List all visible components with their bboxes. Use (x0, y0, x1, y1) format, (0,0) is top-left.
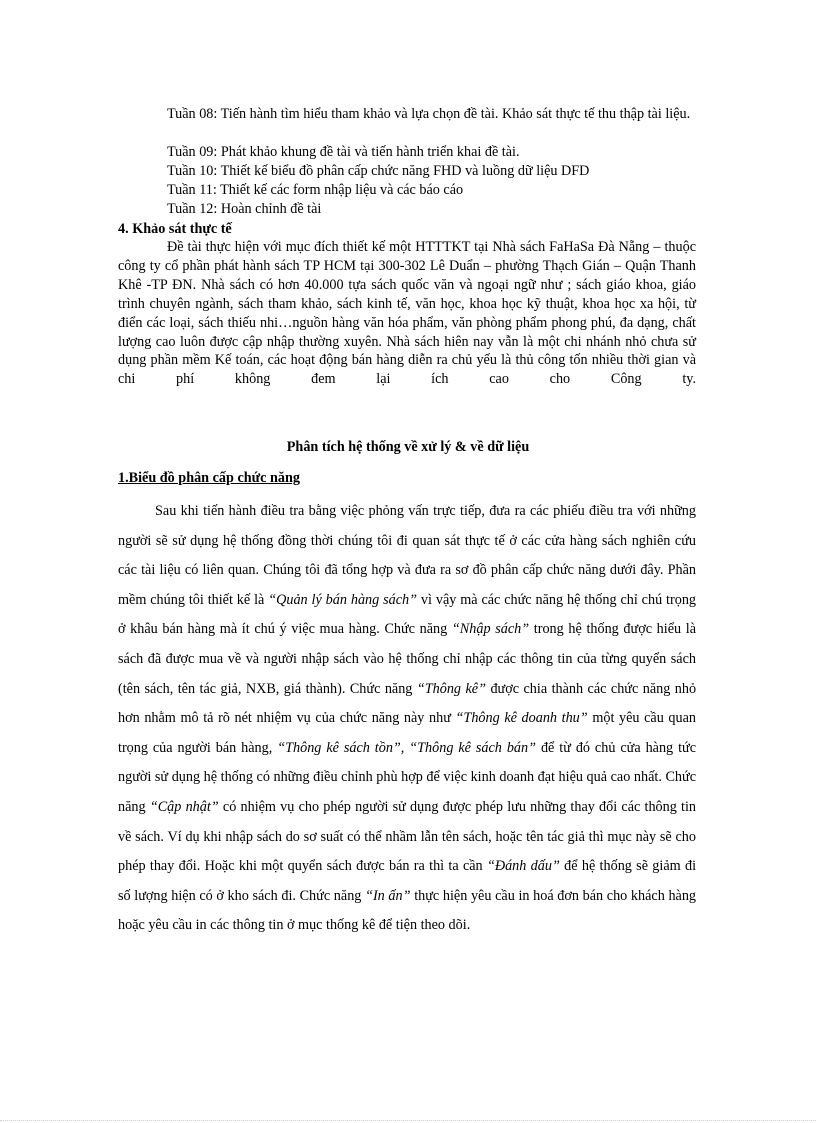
schedule-week-10: Tuần 10: Thiết kế biểu đồ phân cấp chức năng FHD và luồng dữ liệu DFD (167, 163, 590, 179)
fhd-paragraph (118, 497, 696, 941)
quote-nhap-sach: “Nhập sách” (451, 621, 530, 638)
fhd-body (118, 497, 696, 941)
schedule-week-08: Tuần 08: Tiến hành tìm hiểu tham khảo và lựa chọn đề tài. Khảo sát thực tế thu thập tài liệu. (167, 106, 691, 122)
fhd-text-4: được chia thành các chức năng nhỏ hơn nhằm mô tả rõ nét nhiệm vụ của chức năng này như (118, 680, 697, 727)
quote-thong-ke-sach: “Thông kê sách tồn”, “Thông kê sách bán” (277, 739, 536, 756)
fhd-text-9: thực hiện yêu cầu in hoá đơn bán cho khách hàng hoặc yêu cầu in các thông tin ở mục thống kê để tiện theo dõi. (118, 887, 697, 934)
page-bottom-rule (0, 1120, 816, 1121)
fhd-text-2: vì vậy mà các chức năng hệ thống chỉ chú trọng ở khâu bán hàng mà ít chú ý việc mua hàng. Chức năng (118, 591, 697, 638)
quote-in-an: “In ấn” (365, 887, 411, 904)
quote-thong-ke-doanh-thu: “Thông kê doanh thu” (455, 710, 588, 727)
quote-thong-ke: “Thông kê” (416, 680, 486, 697)
fhd-text-6: để từ đó chủ cửa hàng tức người sử dụng hệ thống có những điều chỉnh phù hợp để việc kinh doanh đạt hiệu quả cao nhất. Chức năng (118, 739, 697, 815)
survey-paragraph-block (118, 238, 696, 389)
fhd-text-3: trong hệ thống được hiểu là sách đã được mua về và người nhập sách vào hệ thống chỉ nhập các thông tin của từng quyển sách (tên sách, tên tác giả, NXB, giá thành). Chức năng (118, 621, 697, 697)
survey-heading: 4. Khảo sát thực tế (118, 221, 232, 237)
fhd-text-8: để hệ thống sẽ giảm đi số lượng hiện có ở kho sách đi. Chức năng (118, 858, 697, 904)
quote-quan-ly-ban-hang-sach: “Quản lý bán hàng sách” (268, 591, 418, 608)
fhd-text-5: một yêu cầu quan trọng của người bán hàng, (118, 710, 697, 756)
schedule-week-11: Tuần 11: Thiết kế các form nhập liệu và các báo cáo (167, 182, 464, 198)
fhd-text-7: có nhiệm vụ cho phép người sử dụng được phép lưu những thay đổi các thông tin về sách. Ví dụ khi nhập sách do sơ suất có thể nhầm lẫn tên sách, hoặc tên tác giả thì mục này sẽ cho phép thay đổi. Hoặc khi một quyển sách được bán ra thì ta cần (118, 798, 697, 875)
fhd-text-1: Sau khi tiến hành điều tra bằng việc phỏng vấn trực tiếp, đưa ra các phiếu điều tra với những người sẽ sử dụng hệ thống đồng thời chúng tôi đi quan sát thực tế ở các cửa hàng sách nghiên cứu các tài liệu có liên quan. Chúng tôi đã tổng hợp và đưa ra sơ đồ phân cấp chức năng dưới đây. Phần mềm chúng tôi thiết kế là (118, 503, 696, 608)
quote-danh-dau: “Đánh dấu” (486, 858, 560, 875)
schedule-week-12: Tuần 12: Hoàn chỉnh đề tài (167, 201, 322, 217)
fhd-subheading: 1.Biểu đồ phân cấp chức năng (118, 470, 300, 486)
schedule-week-09: Tuần 09: Phát khảo khung đề tài và tiến hành triển khai đề tài. (167, 144, 520, 160)
section-title: Phân tích hệ thống về xử lý & về dữ liệu (286, 439, 530, 455)
quote-cap-nhat: “Cập nhật” (149, 798, 219, 815)
survey-paragraph: Đề tài thực hiện với mục đích thiết kế một HTTTKT tại Nhà sách FaHaSa Đà Nẵng – thuộc công ty cổ phần phát hành sách TP HCM tại 300-302 Lê Duẩn – phường Thạch Gián – Quận Thanh Khê -TP ĐN. Nhà sách có hơn 40.000 tựa sách quốc văn và ngoại ngữ như ; sách giáo khoa, giáo trình chuyên ngành, sách tham khảo, sách kinh tế, văn học, khoa học kỹ thuật, khoa học xa hội, từ điển các loại, sách thiếu nhi…nguồn hàng văn hóa phẩm, văn phòng phẩm phong phú, đa dạng, chất lượng cao luôn được cập nhập thường xuyên. Nhà sách hiên nay vẫn là một chi nhánh nhỏ chưa sử dụng phần mềm Kế toán, các hoạt động bán hàng diễn ra chủ yếu là thủ công tốn nhiều thời gian và chi phí không đem lại ích cao cho Công ty. (118, 239, 696, 388)
